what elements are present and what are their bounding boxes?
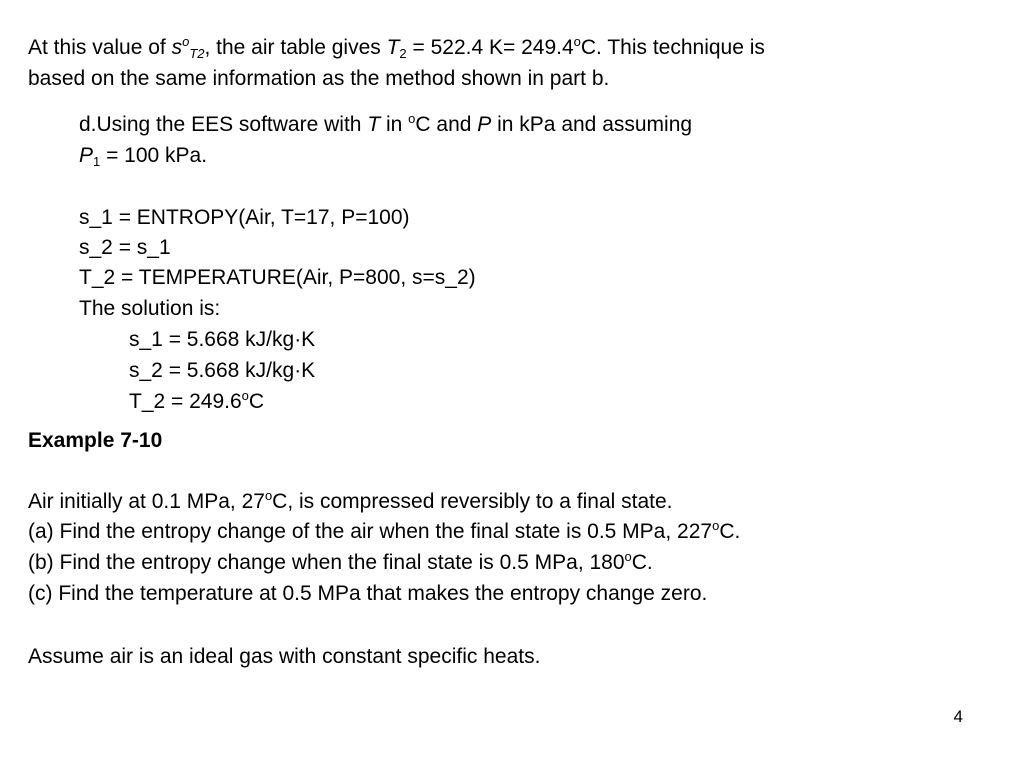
text-line	[28, 582, 707, 606]
text: (b) Find the entropy change when the final state is 0.5 MPa, 180	[28, 551, 625, 574]
degree-sign: o	[241, 388, 249, 403]
symbol: T	[367, 113, 381, 136]
solution-line	[129, 359, 315, 383]
subscript: 2	[399, 46, 407, 61]
text-line	[28, 490, 673, 514]
text: s_1 = ENTROPY(Air, T=17, P=100)	[79, 206, 410, 229]
text: T_2 = 249.6	[129, 390, 242, 413]
degree-sign: o	[712, 518, 720, 533]
text: s_2 = 5.668 kJ/kg·K	[129, 359, 316, 382]
degree-sign: o	[573, 34, 581, 49]
text: C and	[415, 113, 478, 136]
subscript: T2	[189, 46, 205, 61]
text: Air initially at 0.1 MPa, 27	[28, 490, 265, 513]
text-line	[28, 645, 540, 669]
text: T_2 = TEMPERATURE(Air, P=800, s=s_2)	[79, 266, 476, 289]
symbol: P	[477, 113, 492, 136]
page-number: 4	[953, 707, 963, 726]
text: s_1 = 5.668 kJ/kg·K	[129, 328, 316, 351]
degree-sign: o	[408, 111, 416, 126]
symbol: P	[79, 144, 94, 167]
text: in	[380, 113, 409, 136]
text: based on the same information as the method shown in part b.	[28, 67, 610, 90]
text-line	[79, 144, 207, 168]
solution-line	[129, 328, 315, 352]
text: in kPa and assuming	[491, 113, 693, 136]
degree-sign: o	[624, 549, 632, 564]
text: Example 7-10	[28, 429, 163, 452]
symbol: T	[386, 36, 400, 59]
text: C, is compressed reversibly to a final state.	[272, 490, 673, 513]
text: C. This technique is	[580, 36, 765, 59]
code-line	[79, 206, 410, 230]
degree-sign: o	[264, 488, 273, 503]
text: C	[248, 390, 265, 413]
code-line	[79, 236, 171, 260]
code-line	[79, 297, 220, 321]
text: s_2 = s_1	[79, 236, 171, 259]
text: C.	[631, 551, 653, 574]
example-heading	[28, 429, 162, 453]
text-line	[28, 551, 653, 575]
text: Assume air is an ideal gas with constant specific heats.	[28, 645, 541, 668]
subscript: 1	[93, 154, 101, 169]
text-line	[79, 113, 692, 137]
text: (a) Find the entropy change of the air when the final state is 0.5 MPa, 227	[28, 520, 713, 543]
text: (c) Find the temperature at 0.5 MPa that makes the entropy change zero.	[28, 582, 708, 605]
solution-line	[129, 390, 264, 414]
text-line	[28, 520, 740, 544]
text: At this value of	[28, 36, 172, 59]
superscript: o	[182, 34, 190, 49]
text-line	[28, 36, 765, 60]
symbol: s	[171, 36, 183, 59]
text: The solution is:	[79, 297, 221, 320]
text: d.Using the EES software with	[79, 113, 368, 136]
code-line	[79, 266, 476, 290]
text: C.	[719, 520, 741, 543]
text: = 100 kPa.	[100, 144, 208, 167]
text: , the air table gives	[204, 36, 387, 59]
text: = 522.4 K= 249.4	[406, 36, 574, 59]
text-line	[28, 67, 609, 91]
